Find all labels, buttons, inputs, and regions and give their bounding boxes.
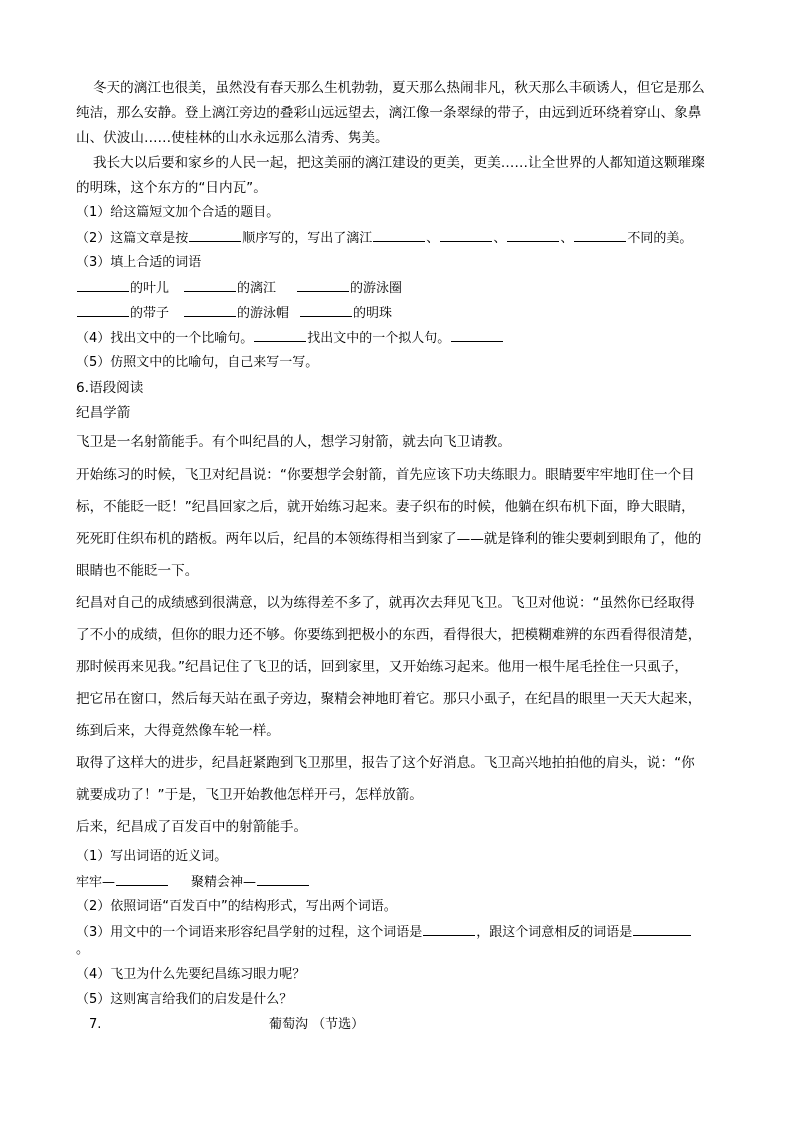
q5-3: （3）填上合适的词语: [76, 255, 202, 270]
section6-p4-line2: 就要成功了！”于是，飞卫开始教他怎样开弓，怎样放箭。: [76, 787, 423, 803]
section6-p2-line4: 眼睛也不能眨一下。: [76, 563, 199, 579]
answer-blank[interactable]: [77, 279, 129, 292]
answer-blank[interactable]: [451, 329, 503, 342]
passage-p1-line3: 山、伏波山……使桂林的山水永远那么清秀、隽美。: [76, 130, 389, 146]
q6-2: （2）依照词语“百发百中”的结构形式，写出两个词语。: [76, 899, 397, 914]
section6-p3-line4: 把它吊在窗口，然后每天站在虱子旁边，聚精会神地盯着它。那只小虱子，在纪昌的眼里一天天大起来，: [76, 691, 702, 707]
section6-title: 纪昌学箭: [76, 405, 131, 421]
q5-4: （4）找出文中的一个比喻句。 找出文中的一个拟人句。: [76, 329, 504, 348]
q6-3-end: 。: [76, 942, 90, 957]
answer-blank[interactable]: [184, 279, 236, 292]
section6-p3-line5: 练到后来，大得竟然像车轮一样。: [76, 723, 280, 739]
section6-p3-line2: 了不小的成绩，但你的眼力还不够。你要练到把极小的东西，看得很大，把模糊难辨的东西看得很清楚，: [76, 627, 702, 643]
q5-3-row2: 的带子 的游泳帽 的明珠: [76, 304, 392, 323]
q5-5: （5）仿照文中的比喻句，自己来写一写。: [76, 355, 319, 370]
answer-blank[interactable]: [257, 873, 309, 886]
q6-4: （4）飞卫为什么先要纪昌练习眼力呢？: [76, 967, 306, 982]
q5-1: （1）给这篇短文加个合适的题目。: [76, 205, 280, 220]
passage-p2-line2: 的明珠，这个东方的“日内瓦”。: [76, 180, 267, 196]
section6-p2-line3: 死死盯住织布机的踏板。两年以后，纪昌的本领练得相当到家了——就是锋利的锥尖要刺到眼角了，他的: [76, 531, 702, 547]
section6-heading: 6.语段阅读: [76, 380, 144, 396]
answer-blank[interactable]: [423, 923, 475, 936]
answer-blank[interactable]: [116, 873, 168, 886]
answer-blank[interactable]: [373, 229, 425, 242]
answer-blank[interactable]: [254, 329, 306, 342]
section6-p2-line1: 开始练习的时候，飞卫对纪昌说：“你要想学会射箭，首先应该下功夫练眼力。眼睛要牢牢地盯住一个目: [76, 467, 695, 483]
answer-blank[interactable]: [189, 229, 241, 242]
section7-title: 葡萄沟 （节选）: [269, 1017, 365, 1032]
answer-blank[interactable]: [507, 229, 559, 242]
q6-1-answers: 牢牢— 聚精会神—: [76, 873, 310, 892]
q6-3: （3）用文中的一个词语来形容纪昌学射的过程，这个词语是 ，跟这个词意相反的词语是: [76, 923, 692, 942]
passage-p2-line1: 我长大以后要和家乡的人民一起，把这美丽的漓江建设的更美，更美……让全世界的人都知道这颗璀璨: [93, 155, 705, 171]
q6-5: （5）这则寓言给我们的启发是什么？: [76, 992, 293, 1007]
section6-p1: 飞卫是一名射箭能手。有个叫纪昌的人，想学习射箭，就去向飞卫请教。: [76, 434, 511, 450]
answer-blank[interactable]: [300, 304, 352, 317]
passage-p1-line1: 冬天的漓江也很美，虽然没有春天那么生机勃勃，夏天那么热闹非凡，秋天那么丰硕诱人，但它是那么: [93, 80, 705, 96]
answer-blank[interactable]: [633, 923, 691, 936]
section6-p5: 后来，纪昌成了百发百中的射箭能手。: [76, 819, 308, 835]
section7-number: 7.: [89, 1017, 102, 1032]
passage-p1-line2: 纯洁，那么安静。登上漓江旁边的叠彩山远远望去，漓江像一条翠绿的带子，由远到近环绕着穿山、象鼻: [76, 105, 702, 121]
q5-2: （2）这篇文章是按 顺序写的，写出了漓江 、 、 、 不同的美。: [76, 231, 693, 246]
section6-p2-line2: 标，不能眨一眨！”纪昌回家之后，就开始练习起来。妻子织布的时候，他躺在织布机下面，睁大眼睛，: [76, 499, 695, 515]
answer-blank[interactable]: [440, 229, 492, 242]
section6-p3-line1: 纪昌对自己的成绩感到很满意，以为练得差不多了，就再次去拜见飞卫。飞卫对他说：“虽然你已经取得: [76, 595, 695, 611]
answer-blank[interactable]: [297, 279, 349, 292]
section6-p4-line1: 取得了这样大的进步，纪昌赶紧跑到飞卫那里，报告了这个好消息。飞卫高兴地拍拍他的肩头，说：“你: [76, 755, 695, 771]
answer-blank[interactable]: [184, 304, 236, 317]
section6-p3-line3: 那时候再来见我。”纪昌记住了飞卫的话，回到家里，又开始练习起来。他用一根牛尾毛拴住一只虱子，: [76, 659, 688, 675]
answer-blank[interactable]: [574, 229, 626, 242]
q5-3-row1: 的叶儿 的漓江 的游泳圈: [76, 279, 402, 298]
q6-1: （1）写出词语的近义词。: [76, 849, 228, 864]
answer-blank[interactable]: [77, 304, 129, 317]
